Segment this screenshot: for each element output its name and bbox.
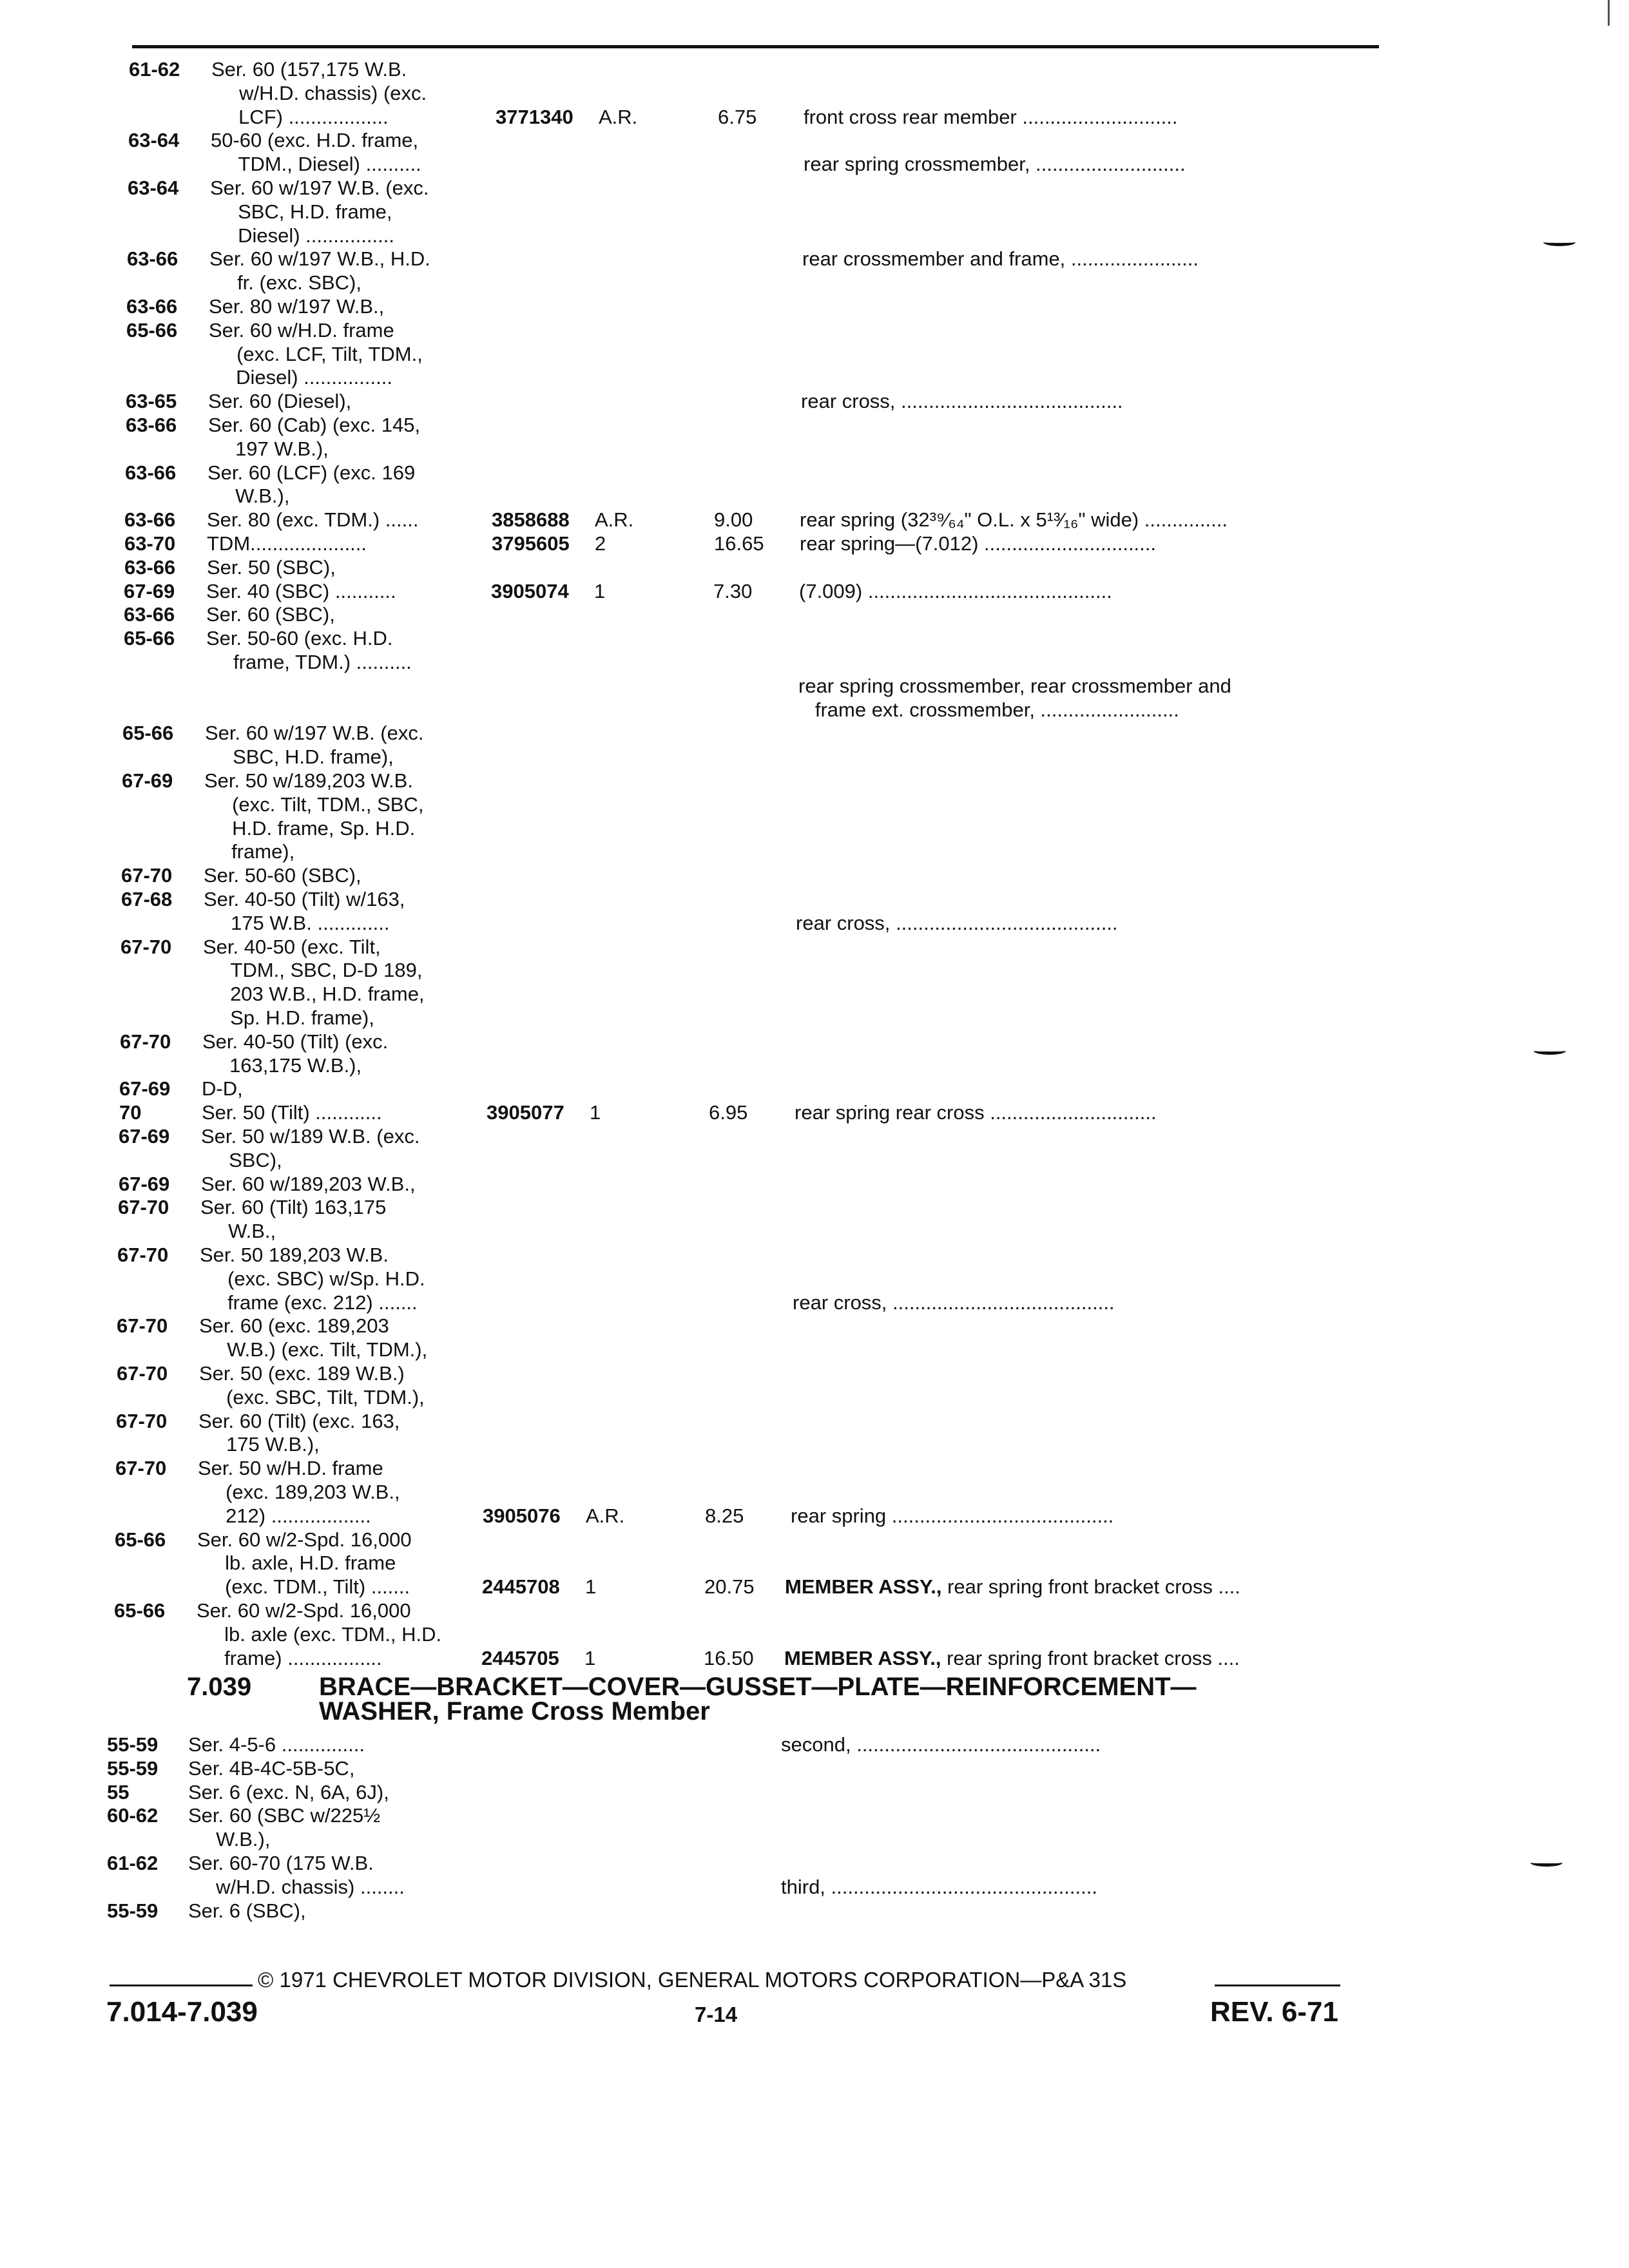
table-row	[0, 793, 1629, 819]
application: (exc. TDM., Tilt) .......	[197, 1575, 410, 1598]
footer-page-number: 7-14	[695, 2003, 738, 2026]
model-years: 67-70	[116, 1410, 168, 1432]
model-years: 65-66	[122, 722, 174, 744]
part-number: 3771340	[496, 106, 574, 128]
description-text: rear spring front bracket cross ....	[941, 1575, 1240, 1598]
application: SBC, H.D. frame),	[205, 745, 394, 768]
model-years: 67-70	[117, 1362, 168, 1385]
binding-mark	[1530, 1859, 1563, 1867]
application: (exc. 189,203 W.B.,	[198, 1481, 400, 1503]
quantity: 1	[585, 1575, 597, 1598]
application: TDM.....................	[207, 532, 367, 555]
part-number: 3858688	[492, 508, 570, 531]
application: Ser. 50 (Tilt) ............	[202, 1101, 382, 1124]
application: Ser. 60 (LCF) (exc. 169	[207, 461, 416, 484]
table-row	[0, 556, 1629, 582]
table-row	[0, 864, 1629, 890]
model-years: 67-69	[119, 1125, 170, 1148]
table-row	[0, 912, 1629, 937]
application: Ser. 60 (Cab) (exc. 145,	[208, 414, 421, 436]
model-years: 63-66	[124, 556, 176, 579]
application: Ser. 4B-4C-5B-5C,	[188, 1757, 355, 1780]
application: TDM., Diesel) ..........	[211, 153, 421, 175]
model-years: 63-66	[127, 247, 178, 270]
application: Ser. 50 (SBC),	[207, 556, 336, 579]
table-row	[0, 271, 1629, 297]
model-years: 63-64	[128, 177, 179, 199]
application: Ser. 50 w/189 W.B. (exc.	[201, 1125, 420, 1148]
description: rear spring crossmember, rear crossmember and	[798, 675, 1231, 697]
table-row	[0, 200, 1629, 226]
table-row	[0, 1623, 1629, 1649]
application: Ser. 50-60 (SBC),	[204, 864, 361, 887]
model-years: 63-70	[124, 532, 176, 555]
table-row	[0, 485, 1629, 510]
application: Sp. H.D. frame),	[202, 1006, 374, 1029]
table-row	[0, 1804, 1629, 1830]
table-row	[0, 1173, 1629, 1198]
part-number: 3905077	[487, 1101, 564, 1124]
application: Ser. 60 (Tilt) (exc. 163,	[198, 1410, 400, 1432]
part-number: 2445705	[481, 1647, 559, 1669]
model-years: 65-66	[114, 1599, 166, 1622]
table-row	[0, 580, 1629, 606]
table-row	[0, 1054, 1629, 1080]
application: Ser. 4-5-6 ...............	[188, 1733, 365, 1756]
application: (exc. Tilt, TDM., SBC,	[204, 793, 424, 816]
quantity: 2	[595, 532, 606, 555]
description: rear cross, ........................................	[793, 1291, 1115, 1314]
description: front cross rear member ............................	[804, 106, 1178, 128]
application: 197 W.B.),	[207, 437, 329, 460]
table-row	[0, 722, 1629, 747]
price: 8.25	[705, 1504, 744, 1527]
part-number: 2445708	[482, 1575, 560, 1598]
model-years: 63-66	[126, 414, 177, 436]
description: (7.009) ............................................	[799, 580, 1112, 602]
application: Ser. 60 w/2-Spd. 16,000	[197, 1599, 411, 1622]
table-row	[0, 983, 1629, 1008]
description: rear cross, ........................................	[796, 912, 1118, 934]
description-text: rear spring front bracket cross ....	[941, 1647, 1240, 1669]
quantity: 1	[584, 1647, 596, 1669]
model-years: 67-70	[120, 1030, 171, 1053]
description: third, ................................................	[781, 1876, 1097, 1898]
table-row	[0, 343, 1629, 369]
application: Ser. 80 w/197 W.B.,	[209, 295, 385, 318]
application: Ser. 60 w/197 W.B. (exc.	[205, 722, 424, 744]
section-number: 7.039	[187, 1673, 252, 1701]
table-row	[0, 769, 1629, 795]
table-row	[0, 1876, 1629, 1901]
model-years: 67-70	[118, 1196, 169, 1218]
model-years: 61-62	[107, 1852, 159, 1874]
application: lb. axle (exc. TDM., H.D.	[197, 1623, 442, 1646]
description: rear spring (32³⁹⁄₆₄" O.L. x 5¹³⁄₁₆" wide) ...............	[800, 508, 1228, 531]
application: Ser. 60 w/2-Spd. 16,000	[197, 1528, 412, 1551]
table-row	[0, 1125, 1629, 1151]
table-row	[0, 1291, 1629, 1317]
application: Ser. 60 (Tilt) 163,175	[200, 1196, 387, 1218]
table-row	[0, 1149, 1629, 1175]
application: fr. (exc. SBC),	[209, 271, 361, 294]
table-row	[0, 1030, 1629, 1056]
model-years: 67-70	[120, 936, 172, 958]
quantity: A.R.	[586, 1504, 625, 1527]
application: 50-60 (exc. H.D. frame,	[211, 129, 419, 151]
table-row	[0, 1828, 1629, 1854]
part-number: 3905074	[491, 580, 569, 602]
application: frame, TDM.) ..........	[206, 651, 412, 673]
table-row	[0, 936, 1629, 961]
table-row	[0, 82, 1629, 108]
table-row	[0, 1314, 1629, 1340]
price: 6.95	[709, 1101, 748, 1124]
model-years: 67-70	[117, 1314, 168, 1337]
application: W.B.,	[200, 1220, 276, 1242]
price: 6.75	[718, 106, 757, 128]
table-row	[0, 1481, 1629, 1506]
application: W.B.),	[207, 485, 290, 507]
application: TDM., SBC, D-D 189,	[203, 959, 423, 981]
application: Ser. 60 w/197 W.B. (exc.	[210, 177, 429, 199]
price: 16.50	[704, 1647, 754, 1669]
price: 9.00	[714, 508, 753, 531]
application: Ser. 60 w/H.D. frame	[209, 319, 394, 341]
application: Ser. 50 (exc. 189 W.B.)	[199, 1362, 405, 1385]
application: 175 W.B. .............	[203, 912, 390, 934]
table-row	[0, 1386, 1629, 1412]
application: frame) .................	[197, 1647, 382, 1669]
footer-copyright: © 1971 CHEVROLET MOTOR DIVISION, GENERAL MOTORS CORPORATION—P&A 31S	[258, 1968, 1127, 1992]
table-row	[0, 177, 1629, 202]
model-years: 67-70	[115, 1457, 167, 1479]
binding-mark	[1543, 238, 1576, 246]
table-row	[0, 1077, 1629, 1103]
table-row	[0, 745, 1629, 771]
application: (exc. SBC) w/Sp. H.D.	[200, 1267, 425, 1290]
price: 16.65	[714, 532, 764, 555]
application: SBC, H.D. frame,	[210, 200, 392, 223]
application: 163,175 W.B.),	[202, 1054, 362, 1077]
table-row	[0, 840, 1629, 866]
description: rear cross, ........................................	[801, 390, 1123, 412]
table-row	[0, 461, 1629, 487]
table-row	[0, 603, 1629, 629]
table-row	[0, 1757, 1629, 1783]
footer-rule-right	[1215, 1984, 1340, 1986]
application: Ser. 40 (SBC) ...........	[206, 580, 396, 602]
application: H.D. frame, Sp. H.D.	[204, 817, 416, 840]
model-years: 55-59	[107, 1757, 159, 1780]
model-years: 67-68	[121, 888, 173, 910]
application: Ser. 60 (SBC w/225½	[188, 1804, 381, 1827]
model-years: 63-64	[128, 129, 180, 151]
application: (exc. SBC, Tilt, TDM.),	[198, 1386, 425, 1408]
application: LCF) ..................	[211, 106, 389, 128]
table-row	[0, 1647, 1629, 1673]
table-row	[0, 888, 1629, 914]
table-row	[0, 390, 1629, 416]
application: Ser. 60 w/189,203 W.B.,	[201, 1173, 416, 1195]
table-row	[0, 1852, 1629, 1878]
description: second, ............................................	[781, 1733, 1101, 1756]
table-row	[0, 1504, 1629, 1530]
application: Ser. 60-70 (175 W.B.	[188, 1852, 374, 1874]
table-row	[0, 295, 1629, 321]
description: rear spring—(7.012) ...............................	[800, 532, 1157, 555]
table-row	[0, 247, 1629, 273]
model-years: 60-62	[107, 1804, 159, 1827]
model-years: 63-66	[125, 461, 177, 484]
price: 20.75	[704, 1575, 755, 1598]
description-bold: MEMBER ASSY.,	[785, 1575, 942, 1598]
binding-mark	[1534, 1047, 1566, 1055]
application: W.B.),	[188, 1828, 271, 1850]
table-row	[0, 1362, 1629, 1388]
model-years: 55	[107, 1781, 130, 1803]
table-row	[0, 627, 1629, 653]
table-row	[0, 319, 1629, 345]
table-row	[0, 1410, 1629, 1436]
application: W.B.) (exc. Tilt, TDM.),	[199, 1338, 428, 1361]
table-row	[0, 1781, 1629, 1807]
table-row	[0, 1733, 1629, 1759]
table-row	[0, 817, 1629, 843]
quantity: A.R.	[599, 106, 638, 128]
model-years: 65-66	[115, 1528, 166, 1551]
footer-rule-left	[110, 1984, 253, 1986]
table-row	[0, 532, 1629, 558]
table-row	[0, 153, 1629, 178]
table-row	[0, 1528, 1629, 1554]
application: 203 W.B., H.D. frame,	[202, 983, 425, 1005]
model-years: 67-69	[122, 769, 173, 792]
description: rear crossmember and frame, .......................	[802, 247, 1199, 270]
application: Diesel) ................	[208, 366, 392, 389]
description: frame ext. crossmember, .........................	[798, 698, 1179, 721]
table-row	[0, 106, 1629, 131]
model-years: 55-59	[107, 1733, 159, 1756]
application: Ser. 50 w/H.D. frame	[198, 1457, 383, 1479]
table-row	[0, 1220, 1629, 1245]
description: rear spring ........................................	[791, 1504, 1114, 1527]
model-years: 63-66	[126, 295, 178, 318]
model-years: 67-69	[124, 580, 175, 602]
application: Ser. 60 (SBC),	[206, 603, 335, 626]
footer-range: 7.014-7.039	[106, 1996, 258, 2028]
table-row	[0, 1552, 1629, 1577]
table-row	[0, 698, 1629, 724]
table-row	[0, 959, 1629, 985]
table-row	[0, 437, 1629, 463]
table-row	[0, 366, 1629, 392]
application: Ser. 40-50 (Tilt) (exc.	[202, 1030, 389, 1053]
part-number: 3905076	[483, 1504, 561, 1527]
application: w/H.D. chassis) ........	[188, 1876, 405, 1898]
description: rear spring rear cross ..............................	[795, 1101, 1157, 1124]
description	[784, 1647, 1240, 1670]
table-row	[0, 224, 1629, 250]
application: D-D,	[202, 1077, 243, 1100]
application: Ser. 60 w/197 W.B., H.D.	[209, 247, 430, 270]
top-rule	[132, 45, 1379, 48]
application: Ser. 80 (exc. TDM.) ......	[207, 508, 419, 531]
application: Ser. 6 (exc. N, 6A, 6J),	[188, 1781, 389, 1803]
table-row	[0, 1006, 1629, 1032]
application: Ser. 50-60 (exc. H.D.	[206, 627, 393, 649]
model-years: 65-66	[126, 319, 178, 341]
table-row	[0, 1433, 1629, 1459]
footer-revision: REV. 6-71	[1210, 1996, 1338, 2028]
description	[785, 1575, 1240, 1599]
table-row	[0, 414, 1629, 439]
table-row	[0, 1101, 1629, 1127]
corner-mark	[1608, 0, 1610, 26]
model-years: 63-66	[124, 508, 176, 531]
table-row	[0, 1575, 1629, 1601]
part-number: 3795605	[492, 532, 570, 555]
table-row	[0, 1244, 1629, 1269]
application: Ser. 6 (SBC),	[188, 1899, 306, 1922]
table-row	[0, 1196, 1629, 1222]
table-row	[0, 1338, 1629, 1364]
application: w/H.D. chassis) (exc.	[211, 82, 427, 104]
price: 7.30	[713, 580, 753, 602]
model-years: 67-70	[117, 1244, 169, 1266]
table-row	[0, 1899, 1629, 1925]
model-years: 63-66	[124, 603, 175, 626]
model-years: 67-69	[119, 1173, 170, 1195]
table-row	[0, 1599, 1629, 1625]
application: Diesel) ................	[210, 224, 394, 247]
quantity: 1	[594, 580, 606, 602]
table-row	[0, 129, 1629, 155]
table-row	[0, 675, 1629, 700]
application: frame),	[204, 840, 295, 863]
table-row	[0, 651, 1629, 677]
application: Ser. 60 (exc. 189,203	[199, 1314, 389, 1337]
application: 212) ..................	[198, 1504, 371, 1527]
model-years: 65-66	[124, 627, 175, 649]
application: Ser. 40-50 (Tilt) w/163,	[204, 888, 405, 910]
model-years: 63-65	[126, 390, 177, 412]
application: (exc. LCF, Tilt, TDM.,	[209, 343, 423, 365]
model-years: 67-69	[119, 1077, 171, 1100]
application: lb. axle, H.D. frame	[197, 1552, 396, 1574]
model-years: 61-62	[129, 58, 180, 81]
application: Ser. 60 (Diesel),	[208, 390, 352, 412]
table-row	[0, 508, 1629, 534]
description: rear spring crossmember, ...........................	[804, 153, 1186, 175]
quantity: 1	[590, 1101, 601, 1124]
table-row	[0, 58, 1629, 84]
application: Ser. 50 189,203 W.B.	[200, 1244, 389, 1266]
table-row	[0, 1267, 1629, 1293]
section-title-line2: WASHER, Frame Cross Member	[319, 1697, 710, 1725]
application: SBC),	[201, 1149, 282, 1171]
application: Ser. 40-50 (exc. Tilt,	[203, 936, 381, 958]
quantity: A.R.	[595, 508, 634, 531]
application: frame (exc. 212) .......	[200, 1291, 418, 1314]
application: Ser. 60 (157,175 W.B.	[211, 58, 407, 81]
application: Ser. 50 w/189,203 W.B.	[204, 769, 413, 792]
table-row	[0, 1457, 1629, 1483]
model-years: 70	[119, 1101, 142, 1124]
section-title-line1: BRACE—BRACKET—COVER—GUSSET—PLATE—REINFORCEMENT—	[319, 1673, 1197, 1701]
model-years: 67-70	[121, 864, 173, 887]
application: 175 W.B.),	[198, 1433, 320, 1456]
model-years: 55-59	[107, 1899, 159, 1922]
description-bold: MEMBER ASSY.,	[784, 1647, 941, 1669]
